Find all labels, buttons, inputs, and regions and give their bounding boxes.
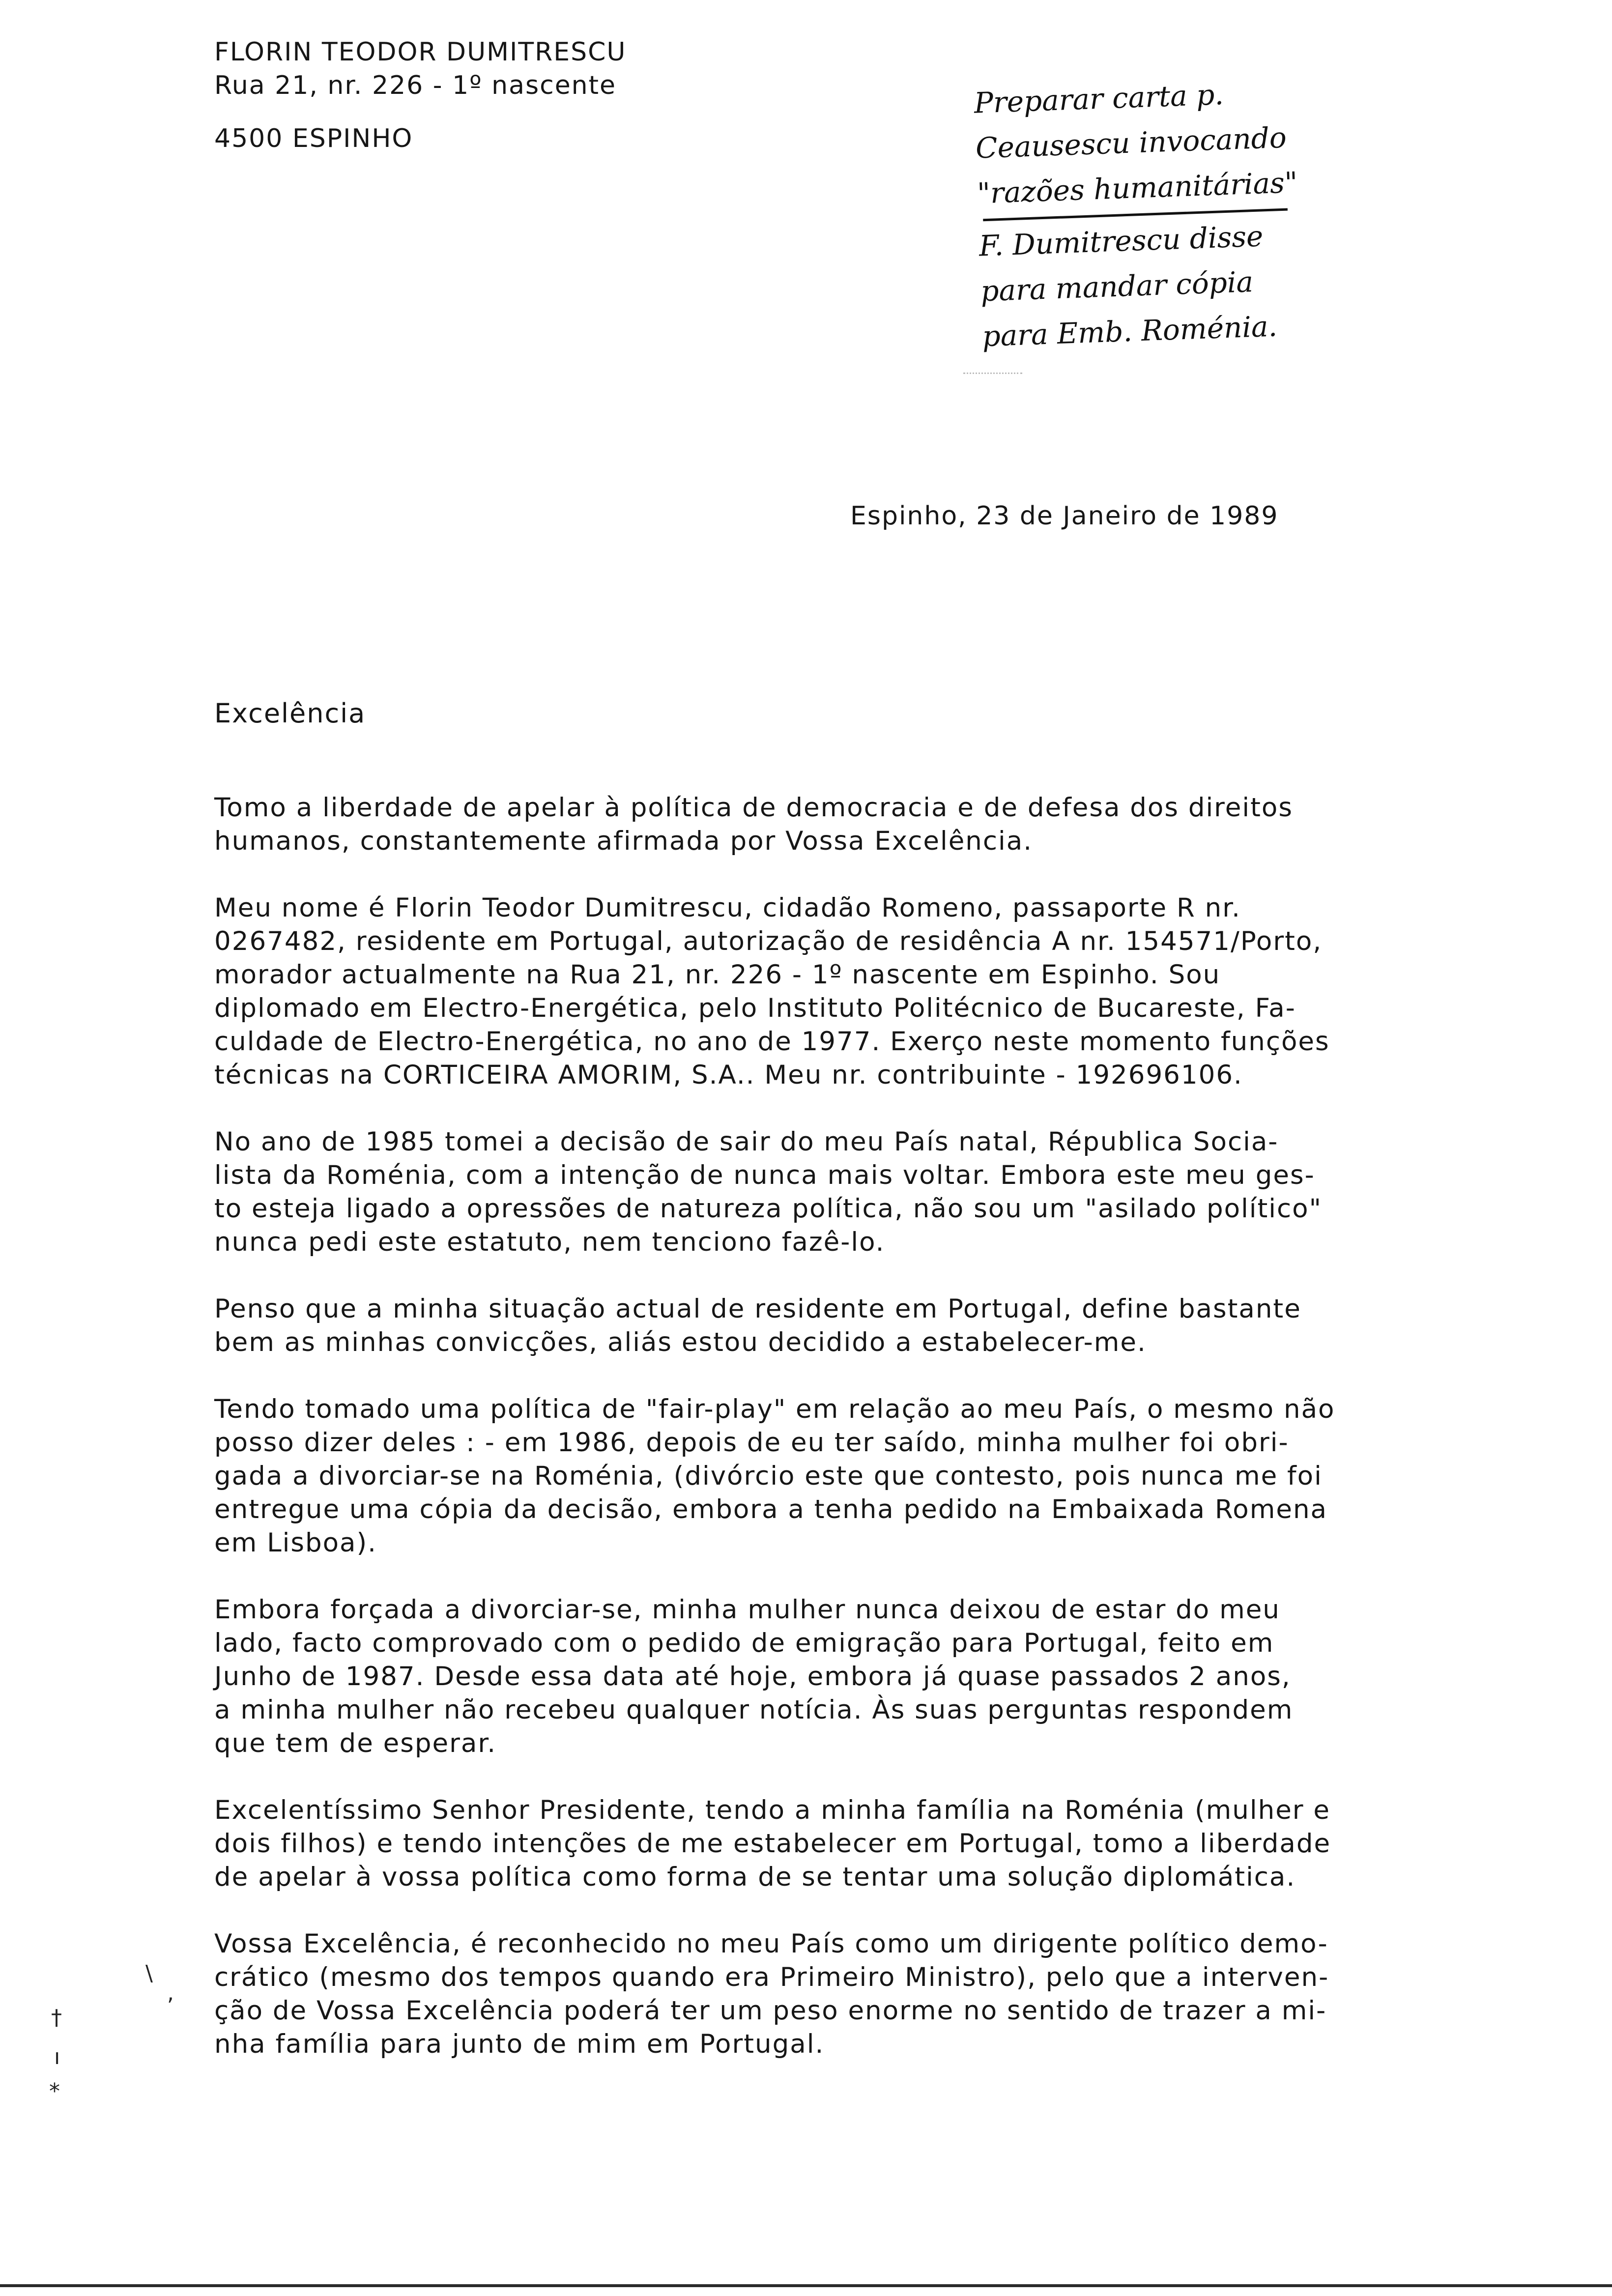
margin-tick-mark: † — [51, 2005, 62, 2030]
text-line: Penso que a minha situação actual de residente em Portugal, define bastante — [214, 1294, 1301, 1324]
letter-body — [214, 791, 1482, 2095]
paragraph — [214, 1125, 1482, 1259]
handnote-line: Preparar carta p. — [973, 78, 1224, 120]
text-line: Tomo a liberdade de apelar à política de democracia e de defesa dos direitos — [214, 793, 1293, 823]
text-line: morador actualmente na Rua 21, nr. 226 - 1º nascente em Espinho. Sou — [214, 960, 1221, 990]
handnote-line: para Emb. Roménia. — [981, 309, 1278, 353]
text-line: lista da Roménia, com a intenção de nunca mais voltar. Embora este meu ges- — [214, 1160, 1315, 1190]
text-line: nunca pedi este estatuto, nem tenciono fazê-lo. — [214, 1227, 885, 1257]
text-line: Tendo tomado uma política de "fair-play" em relação ao meu País, o mesmo não — [214, 1394, 1335, 1424]
scan-smudge — [963, 373, 1022, 376]
text-line: Embora forçada a divorciar-se, minha mulher nunca deixou de estar do meu — [214, 1595, 1280, 1625]
text-line: técnicas na CORTICEIRA AMORIM, S.A.. Meu nr. contribuinte - 192696106. — [214, 1060, 1243, 1090]
text-line: em Lisboa). — [214, 1528, 377, 1558]
paragraph — [214, 1927, 1482, 2061]
handnote-line: Ceausescu invocando — [975, 120, 1287, 165]
sender-name: FLORIN TEODOR DUMITRESCU — [214, 37, 627, 67]
text-line: bem as minhas convicções, aliás estou decidido a estabelecer-me. — [214, 1327, 1147, 1357]
text-line: que tem de esperar. — [214, 1728, 497, 1758]
sender-street: Rua 21, nr. 226 - 1º nascente — [214, 71, 617, 100]
text-line: posso dizer deles : - em 1986, depois de eu ter saído, minha mulher foi obri- — [214, 1428, 1289, 1458]
text-line: gada a divorciar-se na Roménia, (divórcio este que contesto, pois nunca me foi — [214, 1461, 1323, 1491]
margin-tick-mark: \ — [145, 1961, 153, 1986]
text-line: Excelentíssimo Senhor Presidente, tendo a minha família na Roménia (mulher e — [214, 1795, 1331, 1825]
handwritten-annotation — [973, 67, 1366, 359]
text-line: a minha mulher não recebeu qualquer notícia. Às suas perguntas respondem — [214, 1695, 1294, 1725]
text-line: Vossa Excelência, é reconhecido no meu País como um dirigente político demo- — [214, 1929, 1328, 1959]
handnote-line: para mandar cópia — [980, 265, 1254, 308]
text-line: crático (mesmo dos tempos quando era Primeiro Ministro), pelo que a interven- — [214, 1962, 1329, 1992]
text-line: Junho de 1987. Desde essa data até hoje, embora já quase passados 2 anos, — [214, 1662, 1291, 1692]
salutation: Excelência — [214, 698, 366, 729]
handnote-line: "razões humanitárias" — [977, 165, 1298, 210]
margin-tick-mark: * — [49, 2079, 60, 2104]
text-line: to esteja ligado a opressões de natureza política, não sou um "asilado político" — [214, 1194, 1322, 1224]
paragraph — [214, 891, 1482, 1092]
bottom-scan-edge — [0, 2284, 1612, 2287]
margin-tick-mark: ı — [54, 2044, 60, 2069]
sender-city: 4500 ESPINHO — [214, 124, 413, 153]
text-line: culdade de Electro-Energética, no ano de 1977. Exerço neste momento funções — [214, 1027, 1330, 1057]
text-line: lado, facto comprovado com o pedido de emigração para Portugal, feito em — [214, 1628, 1274, 1658]
paragraph — [214, 1393, 1482, 1560]
paragraph — [214, 1593, 1482, 1760]
text-line: diplomado em Electro-Energética, pelo Instituto Politécnico de Bucareste, Fa- — [214, 993, 1296, 1023]
paragraph — [214, 1794, 1482, 1894]
text-line: ção de Vossa Excelência poderá ter um peso enorme no sentido de trazer a mi- — [214, 1996, 1327, 2026]
paragraph — [214, 791, 1482, 858]
date-line: Espinho, 23 de Janeiro de 1989 — [850, 501, 1279, 531]
margin-tick-mark: , — [167, 1980, 174, 2006]
text-line: Meu nome é Florin Teodor Dumitrescu, cidadão Romeno, passaporte R nr. — [214, 893, 1241, 923]
text-line: de apelar à vossa política como forma de se tentar uma solução diplomática. — [214, 1862, 1296, 1892]
handnote-line: F. Dumitrescu disse — [978, 219, 1264, 263]
paragraph — [214, 1292, 1482, 1359]
text-line: dois filhos) e tendo intenções de me estabelecer em Portugal, tomo a liberdade — [214, 1829, 1331, 1859]
text-line: nha família para junto de mim em Portugal. — [214, 2029, 825, 2059]
text-line: entregue uma cópia da decisão, embora a tenha pedido na Embaixada Romena — [214, 1494, 1328, 1524]
text-line: No ano de 1985 tomei a decisão de sair do meu País natal, Républica Socia- — [214, 1127, 1279, 1157]
text-line: 0267482, residente em Portugal, autorização de residência A nr. 154571/Porto, — [214, 926, 1323, 956]
text-line: humanos, constantemente afirmada por Vossa Excelência. — [214, 826, 1033, 856]
sender-address — [214, 35, 626, 155]
